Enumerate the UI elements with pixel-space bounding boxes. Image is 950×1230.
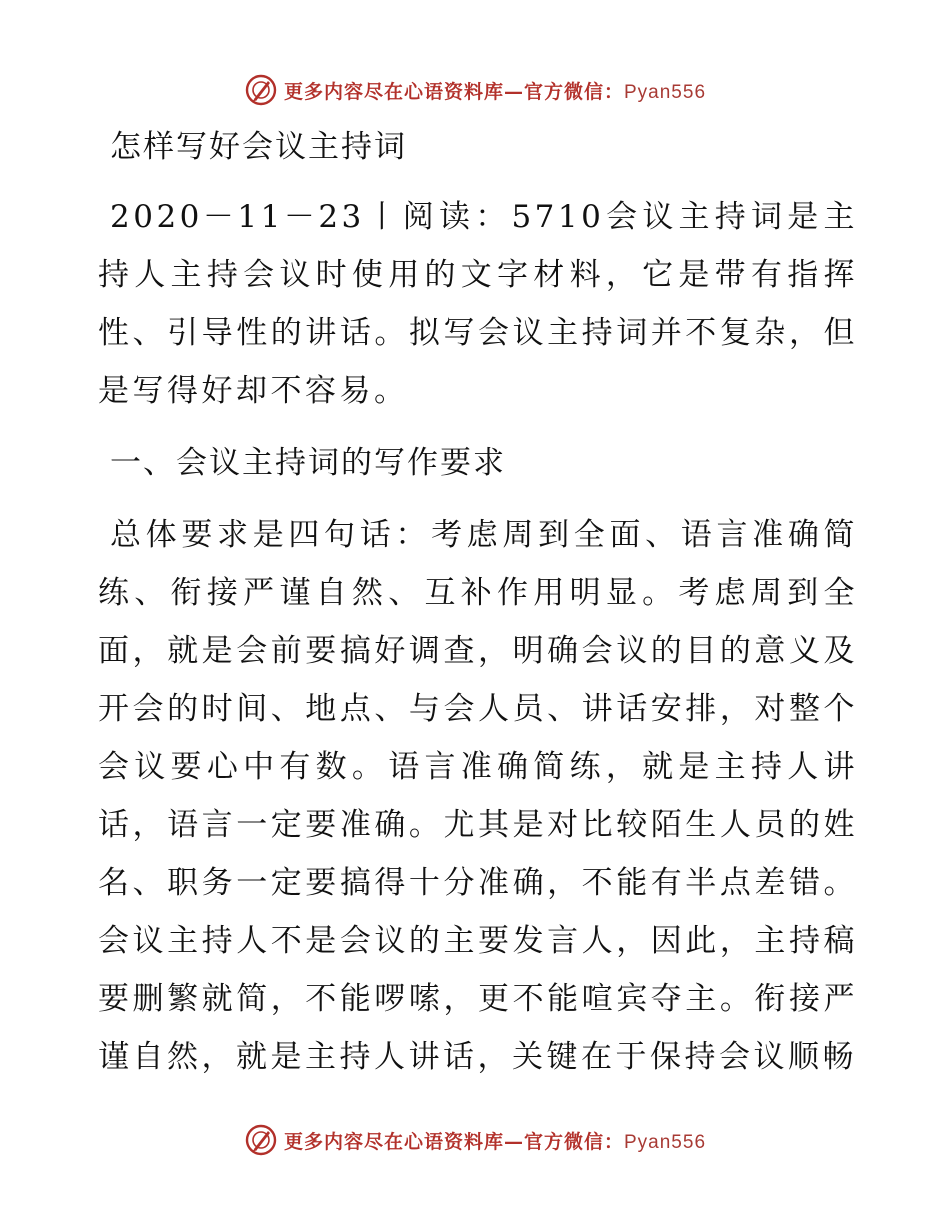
watermark-label: 更多内容尽在心语资料库—官方微信： bbox=[283, 1130, 624, 1153]
watermark-label: 更多内容尽在心语资料库—官方微信： bbox=[283, 80, 624, 103]
wechat-id: Pyan556 bbox=[624, 1131, 707, 1153]
section-heading: 一、会议主持词的写作要求 bbox=[110, 445, 506, 481]
watermark-text bbox=[284, 1127, 706, 1154]
document-body bbox=[98, 118, 858, 1100]
section-paragraph: 总体要求是四句话：考虑周到全面、语言准确简练、衔接严谨自然、互补作用明显。考虑周到全面，就是会前要搞好调查，明确会议的目的意义及开会的时间、地点、与会人员、讲话安排，对整个会议要心中有数。语言准确简练，就是主持人讲话，语言一定要准确。尤其是对比较陌生人员的姓名、职务一定要搞得十分准确，不能有半点差错。会议主持人不是会议的主要发言人，因此，主持稿要删繁就简，不能啰嗦，更不能喧宾夺主。衔接严谨自然，就是主持人讲话，关键在于保持会议顺畅 bbox=[98, 517, 858, 1075]
document-title: 怎样写好会议主持词 bbox=[110, 129, 407, 165]
header-watermark-banner bbox=[0, 70, 950, 110]
brand-logo-icon bbox=[244, 1123, 278, 1157]
footer-watermark-banner bbox=[0, 1120, 950, 1160]
brand-logo-icon bbox=[244, 73, 278, 107]
watermark-text bbox=[284, 77, 706, 104]
intro-paragraph: 2020－11－23丨阅读：5710会议主持词是主持人主持会议时使用的文字材料，它是带有指挥性、引导性的讲话。拟写会议主持词并不复杂，但是写得好却不容易。 bbox=[98, 199, 858, 409]
wechat-id: Pyan556 bbox=[624, 81, 707, 103]
